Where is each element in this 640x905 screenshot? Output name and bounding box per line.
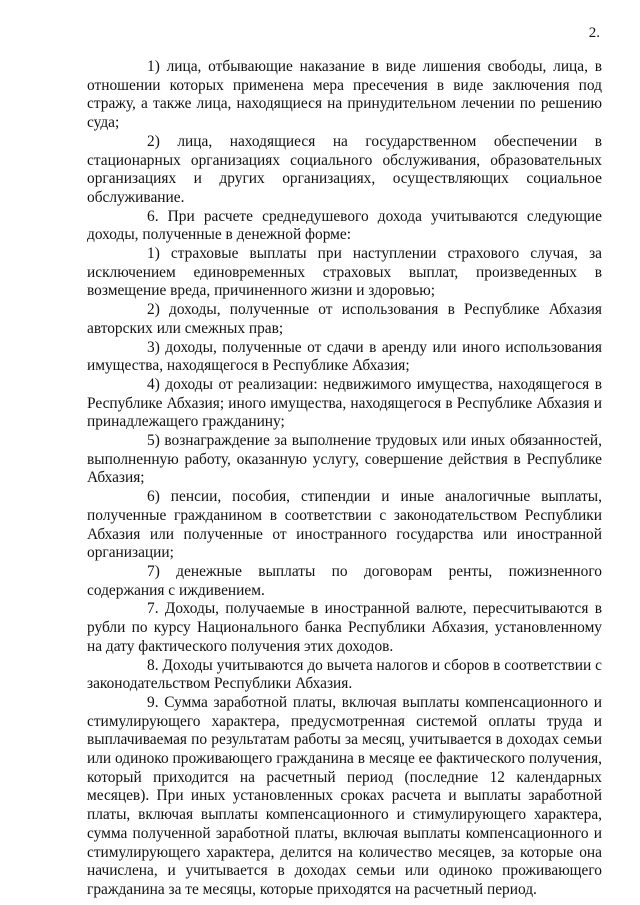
paragraph-income-labor: 5) вознаграждение за выполнение трудовых или иных обязанностей, выполненную работу, оказанную услугу, совершение действия в Республике Абхазия;: [87, 432, 602, 487]
paragraph-section-8: 8. Доходы учитываются до вычета налогов и сборов в соответствии с законодательством Республики Абхазия.: [87, 656, 602, 693]
paragraph-section-6: 6. При расчете среднедушевого дохода учитываются следующие доходы, полученные в денежной форме:: [87, 207, 602, 244]
paragraph-income-copyright: 2) доходы, полученные от использования в Республике Абхазия авторских или смежных прав;: [87, 301, 602, 337]
paragraph-section-7: 7. Доходы, получаемые в иностранной валюте, пересчитываются в рубли по курсу Национального банка Республики Абхазия, установленному на дату фактического получения этих доходов.: [87, 600, 602, 655]
document-body: [87, 58, 602, 900]
paragraph-income-property-sale: 4) доходы от реализации: недвижимого имущества, находящегося в Республике Абхазия; иного имущества, находящегося в Республике Абхазия и принадлежащего гражданину;: [87, 375, 602, 431]
paragraph-income-pensions: 6) пенсии, пособия, стипендии и иные аналогичные выплаты, полученные гражданином в соответствии с законодательством Республики Абхазия или полученные от иностранного государства или иностранной организации;: [87, 488, 602, 562]
page-number: 2.: [588, 25, 600, 41]
paragraph-income-insurance: 1) страховые выплаты при наступлении страхового случая, за исключением единовременных страховых выплат, произведенных в возмещение вреда, причиненного жизни и здоровью;: [87, 245, 602, 300]
paragraph-section-9: 9. Сумма заработной платы, включая выплаты компенсационного и стимулирующего характера, предусмотренная системой оплаты труда и выплачиваемая по результатам работы за месяц, учитывается в доходах семьи или одиноко проживающего гражданина в месяце ее фактического получения, который приходится на расчетный период (последние 12 календарных месяцев). При иных установленных сроках расчета и выплаты заработной платы, включая выплаты компенсационного и стимулирующего характера, сумма полученной заработной платы, включая выплаты компенсационного и стимулирующего характера, делится на количество месяцев, за которые она начислена, и учитывается в доходах семьи или одиноко проживающего гражданина за те месяцы, которые приходятся на расчетный период.: [87, 693, 602, 898]
paragraph-income-rent: 3) доходы, полученные от сдачи в аренду или иного использования имущества, находящегося в Республике Абхазия;: [87, 338, 602, 375]
paragraph-item-2-state-care: 2) лица, находящиеся на государственном обеспечении в стационарных организациях социального обслуживания, образовательных организациях и других организациях, осуществляющих социальное обслуживание.: [87, 132, 602, 206]
paragraph-item-1-prisoners: 1) лица, отбывающие наказание в виде лишения свободы, лица, в отношении которых применена мера пресечения в виде заключения под стражу, а также лица, находящиеся на принудительном лечении по решению суда;: [87, 58, 602, 132]
paragraph-income-annuity: 7) денежные выплаты по договорам ренты, пожизненного содержания с иждивением.: [87, 562, 602, 599]
